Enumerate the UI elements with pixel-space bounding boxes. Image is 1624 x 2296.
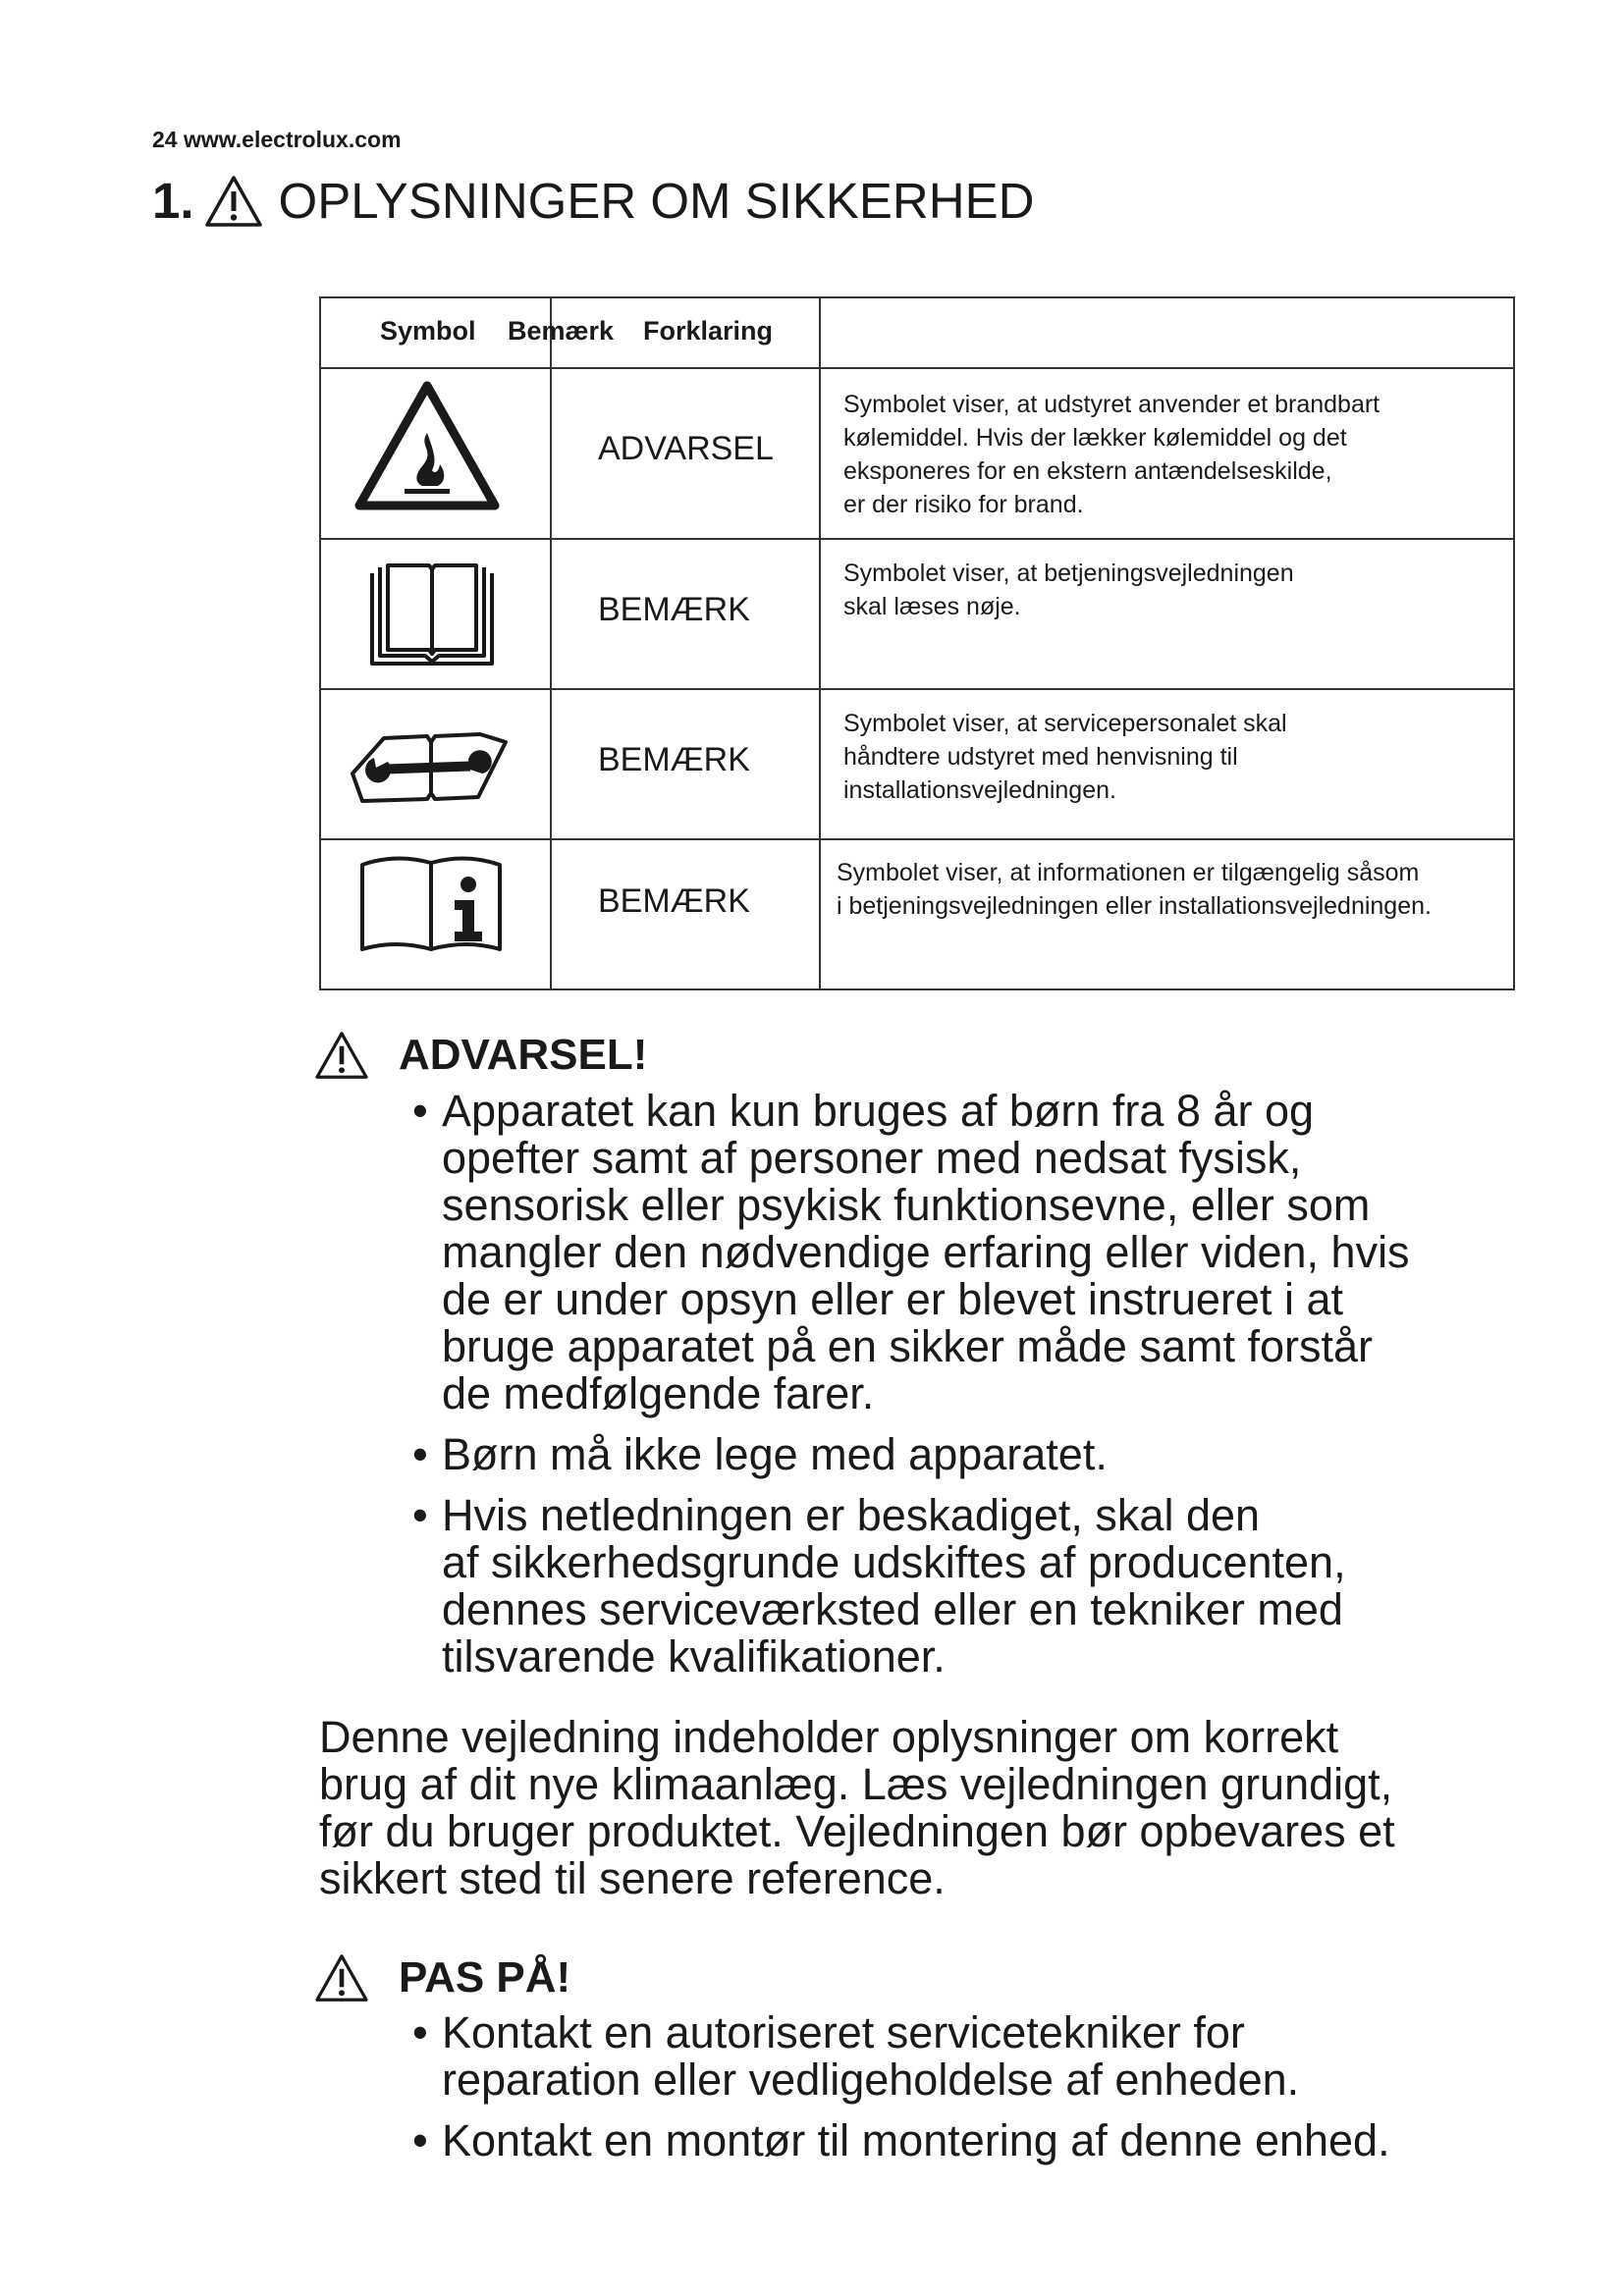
explanation-line: Symbolet viser, at udstyret anvender et brandbart [843, 391, 1380, 418]
symbol-table [319, 296, 1515, 990]
explanation-row-2 [843, 557, 1294, 623]
explanation-line: Symbolet viser, at betjeningsvejledningen [843, 560, 1294, 587]
bullet-line: reparation eller vedligeholdelse af enheden. [442, 2055, 1300, 2105]
list-item [412, 1492, 1410, 1681]
caution-label: PAS PÅ! [399, 1953, 571, 2002]
paragraph-line: Denne vejledning indeholder oplysninger om korrekt [319, 1712, 1339, 1762]
caution-heading [314, 1953, 570, 2002]
bullet-line: de medfølgende farer. [442, 1368, 875, 1418]
paragraph-line: sikkert sted til senere reference. [319, 1853, 946, 1903]
bullet-line: bruge apparatet på en sikker måde samt forstår [442, 1321, 1373, 1371]
info-book-icon [358, 851, 506, 954]
bullet-line: • Børn må ikke lege med apparatet. [442, 1429, 1108, 1479]
warning-triangle-icon [314, 1953, 369, 2002]
explanation-line: Symbolet viser, at servicepersonalet skal [843, 710, 1287, 737]
note-row-2: BEMÆRK [598, 591, 750, 628]
section-title-text: OPLYSNINGER OM SIKKERHED [278, 173, 1035, 229]
explanation-line: installationsvejledningen. [843, 776, 1116, 804]
explanation-line: i betjeningsvejledningen eller installationsvejledningen. [837, 892, 1432, 920]
header-explanation: Forklaring [643, 316, 774, 346]
explanation-row-1 [843, 388, 1380, 521]
note-row-3: BEMÆRK [598, 741, 750, 778]
paragraph-line: brug af dit nye klimaanlæg. Læs vejledningen grundigt, [319, 1759, 1393, 1809]
page-header: 24 www.electrolux.com [152, 127, 402, 152]
explanation-line: Symbolet viser, at informationen er tilgængelig såsom [837, 859, 1420, 886]
explanation-line: kølemiddel. Hvis der lækker kølemiddel og det [843, 424, 1347, 452]
warning-triangle-icon [314, 1031, 369, 1080]
paragraph-line: før du bruger produktet. Vejledningen bør opbevares et [319, 1806, 1395, 1856]
warning-heading [314, 1031, 647, 1080]
bullet-line: • Hvis netledningen er beskadiget, skal den [442, 1490, 1261, 1540]
list-item [412, 2117, 1390, 2164]
header-symbol: Symbol [380, 316, 476, 346]
warning-bullet-list [412, 1088, 1410, 1694]
warning-label: ADVARSEL! [399, 1031, 648, 1079]
section-number: 1. [152, 173, 194, 229]
intro-paragraph [319, 1714, 1395, 1902]
note-row-1: ADVARSEL [598, 430, 774, 467]
header-note: Bemærk [508, 316, 615, 346]
bullet-line: dennes serviceværksted eller en tekniker med [442, 1584, 1343, 1634]
section-title [152, 172, 1034, 230]
list-item [412, 2009, 1390, 2104]
explanation-line: håndtere udstyret med henvisning til [843, 743, 1238, 771]
explanation-row-3 [843, 707, 1287, 807]
bullet-line: • Apparatet kan kun bruges af børn fra 8 år og [442, 1086, 1315, 1136]
explanation-line: er der risiko for brand. [843, 491, 1084, 518]
flammable-warning-icon [353, 380, 501, 512]
bullet-line: de er under opsyn eller er blevet instrueret i at [442, 1274, 1343, 1324]
bullet-line: • Kontakt en montør til montering af denne enhed. [442, 2115, 1390, 2165]
service-wrench-book-icon [349, 728, 511, 805]
list-item [412, 1431, 1410, 1478]
explanation-line: skal læses nøje. [843, 593, 1021, 620]
caution-bullet-list [412, 2009, 1390, 2178]
bullet-line: tilsvarende kvalifikationer. [442, 1631, 946, 1682]
bullet-line: • Kontakt en autoriseret servicetekniker for [442, 2007, 1245, 2057]
bullet-line: sensorisk eller psykisk funktionsevne, eller som [442, 1180, 1371, 1230]
bullet-line: mangler den nødvendige erfaring eller viden, hvis [442, 1227, 1410, 1277]
manual-book-icon [368, 561, 496, 669]
note-row-4: BEMÆRK [598, 882, 750, 920]
bullet-line: opefter samt af personer med nedsat fysisk, [442, 1133, 1302, 1183]
explanation-line: eksponeres for en ekstern antændelseskilde, [843, 457, 1332, 485]
warning-triangle-icon [204, 175, 263, 228]
list-item [412, 1088, 1410, 1417]
bullet-line: af sikkerhedsgrunde udskiftes af producenten, [442, 1537, 1346, 1587]
explanation-row-4 [837, 856, 1432, 923]
